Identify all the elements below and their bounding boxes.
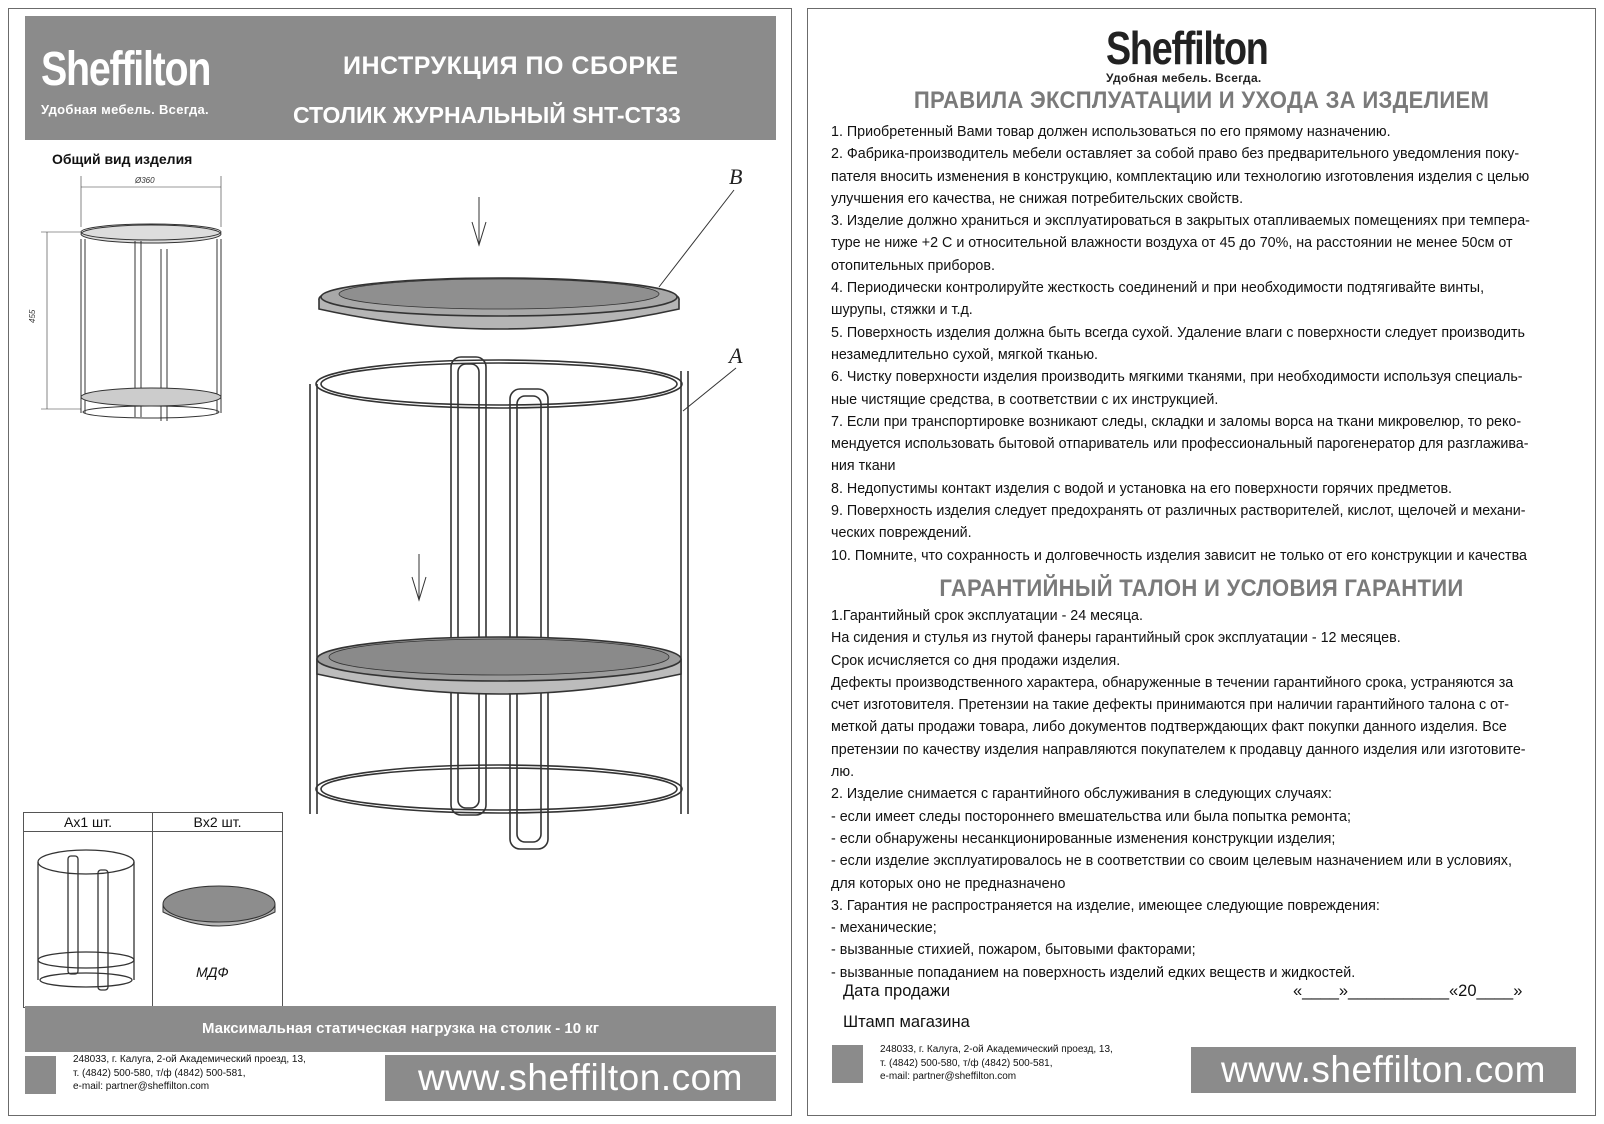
frame-part-drawing [24,832,152,1002]
warranty-line: На сидения и стулья из гнутой фанеры гарантийный срок эксплуатации - 12 месяцев. [831,630,1401,647]
diameter-dimension: Ø360 [135,176,155,185]
warranty-line: меткой даты продажи товара, либо документов подтверждающих факт покупки данного изделия. Все [831,719,1507,736]
max-load-banner: Максимальная статическая нагрузка на столик - 10 кг [25,1006,776,1052]
exploded-view-drawing [289,159,769,859]
header-banner [25,16,776,140]
down-arrow-icon [412,554,426,600]
part-B-label: Bx2 шт. [153,813,283,832]
warranty-line: 2. Изделие снимается с гарантийного обслуживания в следующих случаях: [831,786,1332,803]
rules-line: 4. Периодически контролируйте жесткость соединений и при необходимости подтягивайте винты, [831,280,1485,297]
callout-B: B [729,164,743,189]
rules-line: шурупы, стяжки и т.д. [831,302,973,319]
warranty-line: - вызванные стихией, пожаром, бытовыми факторами; [831,942,1196,959]
rules-line: мендуется использовать бытовой отпариватель или профессиональный парогенератор для разглажива- [831,436,1529,453]
brand-tagline: Удобная мебель. Всегда. [41,102,209,117]
warranty-line: - если обнаружены несанкционированные изменения конструкции изделия; [831,830,1336,847]
warranty-list [831,605,1571,984]
tabletop-part-drawing [153,832,281,952]
part-B-cell [153,832,283,1008]
company-address: 248033, г. Калуга, 2-ой Академический проезд, 13, т. (4842) 500-580, т/ф (4842) 500-581, e-mail: partner@sheffilton.com [73,1054,306,1092]
warranty-line: - если имеет следы постороннего вмешательства или была попытка ремонта; [831,808,1351,825]
assembly-instruction-page [8,8,792,1116]
callout-A: A [729,343,743,368]
rules-line: 9. Поверхность изделия следует предохранять от различных растворителей, кислот, щелочей и механи- [831,503,1526,520]
rules-line: 5. Поверхность изделия должна быть всегда сухой. Удаление влаги с поверхности следует производить [831,324,1525,341]
rules-line: ческих повреждений. [831,525,972,542]
part-A-cell [24,832,153,1008]
warranty-heading: ГАРАНТИЙНЫЙ ТАЛОН И УСЛОВИЯ ГАРАНТИИ [939,575,1464,602]
page-title: ИНСТРУКЦИЯ ПО СБОРКЕ [343,52,679,80]
rules-line: туре не ниже +2 С и относительной влажности воздуха от 45 до 70%, на расстоянии не менее 50см от [831,235,1513,252]
part-A-label: Ax1 шт. [24,813,153,832]
brand-logo: Sheffilton [1106,22,1268,74]
brand-tagline: Удобная мебель. Всегда. [1106,71,1262,85]
rules-line: 6. Чистку поверхности изделия производить мягкими тканями, при необходимости используя специаль- [831,369,1523,386]
website-link[interactable]: www.sheffilton.com [1191,1047,1576,1093]
rules-line: ния ткани [831,458,896,475]
care-warranty-page [807,8,1596,1116]
website-link[interactable]: www.sheffilton.com [385,1055,776,1101]
rules-line: 3. Изделие должно храниться и эксплуатироваться в закрытых отапливаемых помещениях при темпера- [831,213,1530,230]
warranty-line: 3. Гарантия не распространяется на изделие, имеющее следующие повреждения: [831,897,1380,914]
rules-line: пателя вносить изменения в конструкцию, комплектацию или технологию изготовления изделия с целью [831,168,1530,185]
warranty-line: - механические; [831,920,937,937]
warranty-line: - если изделие эксплуатировалось не в соответствии со своим целевым назначением или в условиях, [831,853,1512,870]
sale-date-label: Дата продажи [843,982,951,1000]
general-view-drawing [23,169,243,429]
product-title: СТОЛИК ЖУРНАЛЬНЫЙ SHT-CT33 [293,102,681,128]
rules-line: ные чистящие средства, в соответствии с их инструкцией. [831,391,1219,408]
warranty-line: лю. [831,764,855,781]
rules-line: 1. Приобретенный Вами товар должен использоваться по его прямому назначению. [831,124,1391,140]
rules-line: улучшения его качества, не снижая потребительских свойств. [831,190,1244,207]
warranty-line: Срок исчисляется со дня продажи изделия. [831,652,1121,669]
warranty-line: для которых оно не предназначено [831,875,1066,892]
store-stamp-label: Штамп магазина [843,1013,970,1031]
rules-line: 10. Помните, что сохранность и долговечность изделия зависит не только от его конструкции и качества [831,547,1527,564]
rules-line: незамедлительно сухой, мягкой тканью. [831,346,1099,363]
rules-list [831,121,1571,567]
material-label: МДФ [196,964,229,980]
rules-heading: ПРАВИЛА ЭКСПЛУАТАЦИИ И УХОДА ЗА ИЗДЕЛИЕМ [913,87,1490,114]
down-arrow-icon [472,197,486,245]
general-view-label: Общий вид изделия [52,151,193,167]
parts-table [23,812,283,1008]
warranty-line: 1.Гарантийный срок эксплуатации - 24 месяца. [831,608,1143,624]
warranty-line: - вызванные попаданием на поверхность изделий едких веществ и жидкостей. [831,964,1356,981]
brand-logo: Sheffilton [41,43,211,96]
rules-line: 7. Если при транспортировке возникают следы, складки и заломы ворса на ткани микровелюр, то реко- [831,413,1522,430]
sale-date-field[interactable]: «____»___________«20____» [1293,982,1523,1000]
height-dimension: 455 [28,309,37,323]
footer-square [25,1056,56,1094]
warranty-line: счет изготовителя. Претензии на такие дефекты принимаются при наличии гарантийного талона с от- [831,697,1510,714]
footer-square [832,1045,863,1083]
rules-line: 8. Недопустимы контакт изделия с водой и установка на его поверхности горячих предметов. [831,480,1453,497]
warranty-line: претензии по качеству изделия направляются покупателем к продавцу данного изделия или изготовите- [831,741,1526,758]
company-address: 248033, г. Калуга, 2-ой Академический проезд, 13, т. (4842) 500-580, т/ф (4842) 500-581, e-mail: partner@sheffilton.com [880,1044,1113,1082]
rules-line: 2. Фабрика-производитель мебели оставляет за собой право без предварительного уведомления поку- [831,146,1520,163]
rules-line: отопительных приборов. [831,257,995,274]
warranty-line: Дефекты производственного характера, обнаруженные в течении гарантийного срока, устраняются за [831,674,1514,691]
